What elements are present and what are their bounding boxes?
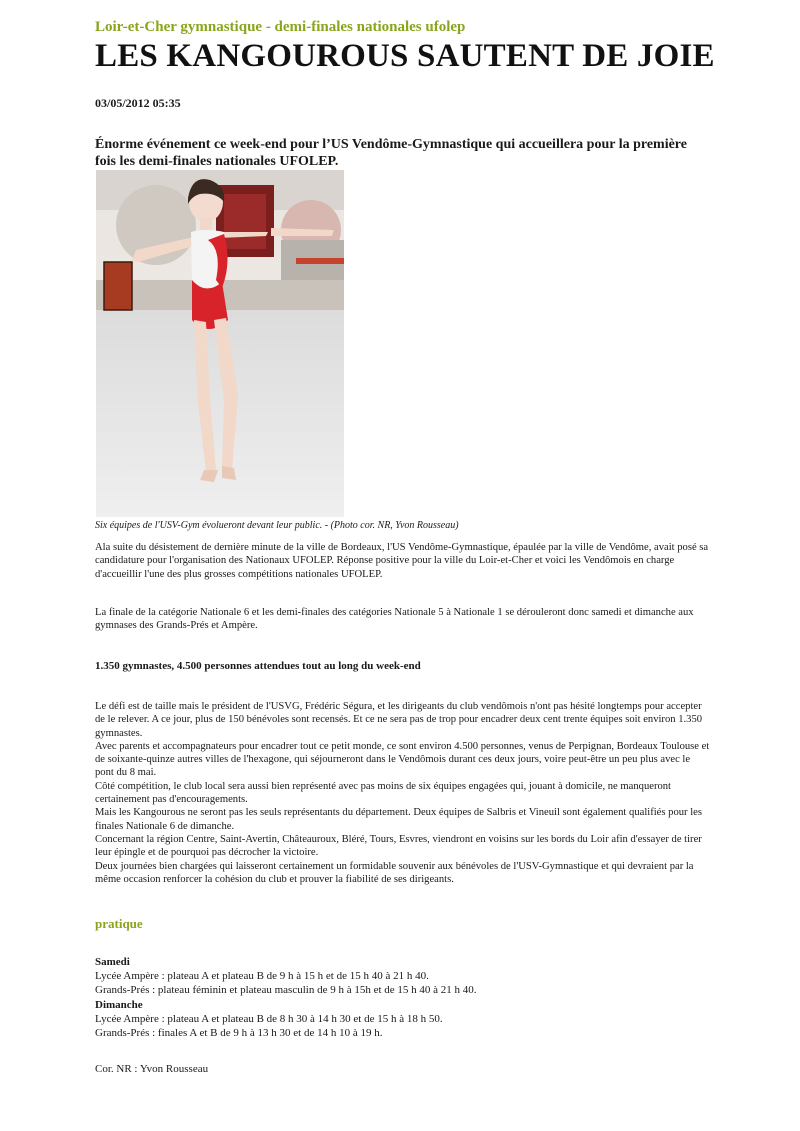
paragraph-3 [95, 700, 710, 886]
article-subhead: 1.350 gymnastes, 4.500 personnes attendues tout au long du week-end [95, 660, 421, 672]
schedule-line: Lycée Ampère : plateau A et plateau B de 9 h à 15 h et de 15 h 40 à 21 h 40. [95, 970, 429, 983]
practical-schedule [95, 955, 477, 1040]
gymnast-photo [96, 170, 344, 517]
paragraph-3-line: Mais les Kangourous ne seront pas les seuls représentants du département. Deux équipes de Salbris et Vineuil sont également qualifiés pour les finales Nationale 6 de dimanche. [95, 807, 702, 832]
paragraph-2: La finale de la catégorie Nationale 6 et les demi-finales des catégories Nationale 5 à Nationale 1 se dérouleront donc samedi et dimanche aux gymnases des Grands-Prés et Ampère. [95, 607, 694, 632]
practical-section-title: pratique [95, 916, 143, 931]
article-kicker: Loir-et-Cher gymnastique - demi-finales nationales ufolep [95, 19, 466, 35]
gymnast-illustration [96, 170, 344, 517]
schedule-line: Lycée Ampère : plateau A et plateau B de 8 h 30 à 14 h 30 et de 15 h à 18 h 50. [95, 1012, 443, 1025]
schedule-line: Grands-Prés : plateau féminin et plateau masculin de 9 h à 15h et de 15 h 40 à 21 h 40. [95, 984, 477, 997]
article-credit: Cor. NR : Yvon Rousseau [95, 1063, 209, 1075]
paragraph-3-line: Avec parents et accompagnateurs pour encadrer tout ce petit monde, ce sont environ 4.500 personnes, venus de Perpignan, Bordeaux Toulouse et de soixante-quinze autres villes de l'hexagone, qui séjourneront dans le Vendômois durant ces deux jours, voire peut-être un peu plus avec le pont du 8 mai. [95, 740, 710, 779]
schedule-day-sunday: Dimanche [95, 998, 143, 1011]
article-lead: Énorme événement ce week-end pour l’US Vendôme-Gymnastique qui accueillera pour la première fois les demi-finales nationales UFOLEP. [95, 137, 687, 169]
paragraph-3-line: Deux journées bien chargées qui laisseront certainement un formidable souvenir aux bénévoles de l'USV-Gymnastique et qui devraient par la même occasion renforcer la cohésion du club et prouver la fiabilité de ses dirigeants. [95, 860, 694, 885]
photo-caption: Six équipes de l'USV-Gym évolueront devant leur public. - (Photo cor. NR, Yvon Rousseau) [95, 520, 459, 531]
article-headline: LES KANGOUROUS SAUTENT DE JOIE [95, 38, 715, 74]
article-page [95, 18, 715, 1075]
article-date: 03/05/2012 05:35 [95, 96, 181, 110]
paragraph-3-line: Côté compétition, le club local sera aussi bien représenté avec pas moins de six équipes engagées qui, jouant à domicile, ne manqueront certainement pas d'encouragements. [95, 780, 672, 806]
paragraph-1: Ala suite du désistement de dernière minute de la ville de Bordeaux, l'US Vendôme-Gymnastique, épaulée par la ville de Vendôme, avait posé sa candidature pour l'organisation des Nationaux UFOLEP. Réponse positive pour la ville du Loir-et-Cher et voici les Vendômois en charge d'accueillir l'une des plus grosses compétitions nationales UFOLEP. [95, 542, 709, 580]
paragraph-3-line: Le défi est de taille mais le président de l'USVG, Frédéric Ségura, et les dirigeants du club vendômois n'ont pas hésité longtemps pour accepter de le relever. A ce jour, plus de 150 bénévoles sont recensés. Et ce ne sera pas de trop pour encadrer deux cent trente équipes soit environ 1.350 gymnastes. [95, 701, 703, 739]
schedule-line: Grands-Prés : finales A et B de 9 h à 13 h 30 et de 14 h 10 à 19 h. [95, 1027, 383, 1040]
schedule-day-saturday: Samedi [95, 956, 130, 968]
paragraph-3-line: Concernant la région Centre, Saint-Avertin, Châteauroux, Bléré, Tours, Esvres, viendront en voisins sur les bords du Loir afin d'essayer de tirer leur épingle et de pourquoi pas décrocher la victoire. [95, 833, 702, 859]
